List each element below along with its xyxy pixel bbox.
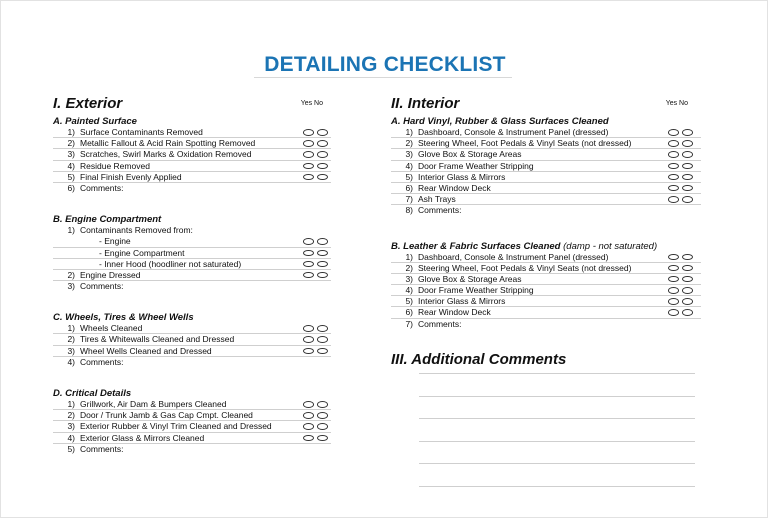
yes-radio[interactable] (303, 250, 314, 257)
yes-radio[interactable] (668, 287, 679, 294)
no-radio[interactable] (317, 401, 328, 408)
checklist-item (53, 225, 331, 236)
additional-comments-heading: III. Additional Comments (391, 351, 567, 368)
no-radio[interactable] (682, 163, 693, 170)
no-radio[interactable] (317, 174, 328, 181)
item-number: 2) (405, 138, 413, 149)
checklist-group (53, 116, 331, 194)
checklist-item (53, 138, 331, 149)
checklist-item (53, 270, 331, 281)
exterior-header (53, 95, 331, 115)
yes-radio[interactable] (303, 325, 314, 332)
item-label: Metallic Fallout & Acid Rain Spotting Removed (80, 138, 256, 149)
group-title: B. Engine Compartment (53, 214, 162, 226)
item-number: 3) (405, 149, 413, 160)
item-number: 4) (67, 356, 75, 367)
no-radio[interactable] (682, 254, 693, 261)
comment-line[interactable] (419, 441, 695, 442)
yes-radio[interactable] (303, 174, 314, 181)
checklist-item (53, 346, 331, 357)
checklist-item (391, 161, 701, 172)
comment-line[interactable] (419, 396, 695, 397)
item-label: Rear Window Deck (418, 307, 491, 318)
exterior-column (53, 95, 331, 455)
item-label: Grillwork, Air Dam & Bumpers Cleaned (80, 399, 227, 409)
item-label: Comments: (418, 318, 462, 329)
yes-radio[interactable] (668, 309, 679, 316)
yes-radio[interactable] (303, 401, 314, 408)
yes-radio[interactable] (668, 174, 679, 181)
item-number: 7) (405, 318, 413, 329)
yes-radio[interactable] (668, 265, 679, 272)
item-number: 1) (67, 225, 75, 236)
item-label: Contaminants Removed from: (80, 225, 193, 236)
yes-radio[interactable] (303, 238, 314, 245)
group-title: A. Hard Vinyl, Rubber & Glass Surfaces Cleaned (391, 116, 609, 127)
item-number: 3) (405, 273, 413, 284)
item-label: Comments: (80, 356, 124, 367)
item-number: 5) (405, 171, 413, 182)
comment-line[interactable] (419, 463, 695, 464)
no-radio[interactable] (682, 174, 693, 181)
item-label: Tires & Whitewalls Cleaned and Dressed (80, 334, 235, 345)
no-radio[interactable] (682, 265, 693, 272)
item-number: 7) (405, 194, 413, 205)
no-radio[interactable] (317, 140, 328, 147)
no-radio[interactable] (317, 348, 328, 355)
item-label: Steering Wheel, Foot Pedals & Vinyl Seats (not dressed) (418, 262, 632, 273)
yes-radio[interactable] (303, 423, 314, 430)
item-number: 1) (67, 127, 75, 137)
checklist-item (391, 319, 701, 330)
yes-radio[interactable] (303, 435, 314, 442)
yes-radio[interactable] (668, 151, 679, 158)
additional-comments-section (391, 351, 701, 369)
item-label: - Inner Hood (hoodliner not saturated) (99, 258, 242, 269)
checklist-item (391, 172, 701, 183)
exterior-groups (53, 116, 331, 455)
yes-radio[interactable] (303, 129, 314, 136)
yes-radio[interactable] (668, 276, 679, 283)
item-number: 5) (67, 171, 75, 182)
checklist-item (53, 281, 331, 292)
item-label: Glove Box & Storage Areas (418, 149, 522, 160)
item-label: Comments: (80, 182, 124, 193)
checklist-item (53, 421, 331, 432)
item-label: Engine Dressed (80, 269, 141, 280)
item-label: Final Finish Evenly Applied (80, 171, 182, 182)
item-number: 2) (67, 410, 75, 421)
checklist-item (391, 205, 701, 216)
checklist-item (53, 323, 331, 334)
no-radio[interactable] (317, 435, 328, 442)
yes-radio[interactable] (303, 261, 314, 268)
item-label: - Engine (99, 236, 131, 247)
item-label: Ash Trays (418, 194, 456, 205)
no-radio[interactable] (317, 163, 328, 170)
checklist-group (391, 241, 701, 330)
comment-line[interactable] (419, 373, 695, 374)
interior-heading: II. Interior (391, 95, 460, 112)
item-number: 2) (67, 334, 75, 345)
exterior-heading: I. Exterior (53, 95, 123, 112)
item-label: Glove Box & Storage Areas (418, 273, 522, 284)
yes-radio[interactable] (668, 163, 679, 170)
item-number: 4) (67, 160, 75, 171)
item-label: Comments: (80, 281, 124, 292)
item-number: 1) (67, 399, 75, 409)
yes-no-label: Yes No (300, 100, 323, 107)
checklist-item (391, 263, 701, 274)
item-label: Exterior Glass & Mirrors Cleaned (80, 432, 205, 443)
no-radio[interactable] (682, 185, 693, 192)
yes-no-label: Yes No (665, 100, 688, 107)
checklist-item (53, 357, 331, 368)
item-label: Surface Contaminants Removed (80, 127, 203, 137)
checklist-group (53, 214, 331, 292)
no-radio[interactable] (317, 238, 328, 245)
no-radio[interactable] (317, 272, 328, 279)
checklist-item (53, 172, 331, 183)
checklist-item (53, 127, 331, 138)
checklist-item (391, 149, 701, 160)
checklist-item (391, 307, 701, 318)
no-radio[interactable] (317, 129, 328, 136)
checklist-item (53, 149, 331, 160)
yes-radio[interactable] (668, 254, 679, 261)
item-number: 6) (405, 182, 413, 193)
item-number: 5) (67, 443, 75, 454)
item-label: Exterior Rubber & Vinyl Trim Cleaned and Dressed (80, 421, 272, 432)
group-title-note: (damp - not saturated) (560, 240, 658, 252)
interior-header (391, 95, 701, 115)
no-radio[interactable] (317, 336, 328, 343)
item-number: 6) (67, 182, 75, 193)
checklist-group (53, 312, 331, 368)
item-label: Steering Wheel, Foot Pedals & Vinyl Seats (not dressed) (418, 138, 632, 149)
group-title: D. Critical Details (53, 388, 132, 399)
item-number: 4) (67, 432, 75, 443)
item-number: 2) (67, 269, 75, 280)
yes-radio[interactable] (668, 140, 679, 147)
item-label: Dashboard, Console & Instrument Panel (dressed) (418, 127, 609, 137)
yes-radio[interactable] (303, 151, 314, 158)
item-label: Door Frame Weather Stripping (418, 160, 534, 171)
item-label: Wheel Wells Cleaned and Dressed (80, 345, 212, 356)
item-label: - Engine Compartment (99, 247, 185, 258)
item-label: Interior Glass & Mirrors (418, 296, 506, 307)
checklist-item (391, 127, 701, 138)
yes-radio[interactable] (303, 412, 314, 419)
interior-column (391, 95, 701, 330)
no-radio[interactable] (682, 129, 693, 136)
no-radio[interactable] (682, 276, 693, 283)
item-number: 1) (67, 323, 75, 334)
checklist-item (391, 194, 701, 205)
checklist-item (391, 296, 701, 307)
yes-radio[interactable] (668, 196, 679, 203)
no-radio[interactable] (682, 151, 693, 158)
no-radio[interactable] (317, 412, 328, 419)
checklist-item (53, 183, 331, 194)
checklist-item (391, 274, 701, 285)
item-label: Wheels Cleaned (80, 323, 143, 334)
yes-radio[interactable] (668, 185, 679, 192)
comment-line[interactable] (419, 418, 695, 419)
checklist-item (53, 259, 331, 270)
checklist-item (53, 248, 331, 259)
item-number: 8) (405, 205, 413, 216)
item-number: 6) (405, 307, 413, 318)
yes-radio[interactable] (303, 272, 314, 279)
page-title: DETAILING CHECKLIST (264, 53, 506, 76)
item-label: Door / Trunk Jamb & Gas Cap Cmpt. Cleaned (80, 410, 253, 421)
item-number: 2) (405, 262, 413, 273)
item-label: Door Frame Weather Stripping (418, 285, 534, 296)
checklist-item (53, 399, 331, 410)
checklist-item (391, 285, 701, 296)
item-label: Comments: (80, 443, 124, 454)
checklist-item (53, 161, 331, 172)
item-number: 3) (67, 345, 75, 356)
no-radio[interactable] (317, 325, 328, 332)
item-label: Rear Window Deck (418, 182, 491, 193)
group-title: C. Wheels, Tires & Wheel Wells (53, 312, 194, 324)
no-radio[interactable] (682, 287, 693, 294)
item-number: 1) (405, 251, 413, 262)
checklist-item (53, 410, 331, 421)
no-radio[interactable] (682, 196, 693, 203)
checklist-item (53, 444, 331, 455)
item-number: 4) (405, 285, 413, 296)
item-number: 3) (67, 281, 75, 292)
yes-radio[interactable] (668, 129, 679, 136)
item-number: 5) (405, 296, 413, 307)
no-radio[interactable] (317, 151, 328, 158)
item-label: Comments: (418, 205, 462, 216)
checklist-item (53, 433, 331, 444)
group-title: B. Leather & Fabric Surfaces Cleaned (damp - not saturated) (391, 240, 658, 252)
item-label: Interior Glass & Mirrors (418, 171, 506, 182)
yes-radio[interactable] (668, 298, 679, 305)
yes-radio[interactable] (303, 348, 314, 355)
no-radio[interactable] (682, 298, 693, 305)
yes-radio[interactable] (303, 336, 314, 343)
interior-groups (391, 116, 701, 330)
no-radio[interactable] (682, 140, 693, 147)
yes-radio[interactable] (303, 163, 314, 170)
item-number: 2) (67, 138, 75, 149)
checklist-item (53, 236, 331, 247)
no-radio[interactable] (317, 261, 328, 268)
group-title: A. Painted Surface (53, 116, 137, 127)
no-radio[interactable] (317, 250, 328, 257)
item-number: 1) (405, 127, 413, 137)
item-number: 3) (67, 149, 75, 160)
item-label: Dashboard, Console & Instrument Panel (dressed) (418, 251, 609, 262)
checklist-group (391, 116, 701, 217)
item-number: 4) (405, 160, 413, 171)
checklist-group (53, 388, 331, 455)
item-number: 3) (67, 421, 75, 432)
checklist-item (53, 334, 331, 345)
checklist-item (391, 138, 701, 149)
no-radio[interactable] (317, 423, 328, 430)
item-label: Scratches, Swirl Marks & Oxidation Removed (80, 149, 252, 160)
no-radio[interactable] (682, 309, 693, 316)
title-underline (254, 77, 512, 78)
yes-radio[interactable] (303, 140, 314, 147)
item-label: Residue Removed (80, 160, 150, 171)
checklist-item (391, 252, 701, 263)
comment-line[interactable] (419, 486, 695, 487)
checklist-item (391, 183, 701, 194)
